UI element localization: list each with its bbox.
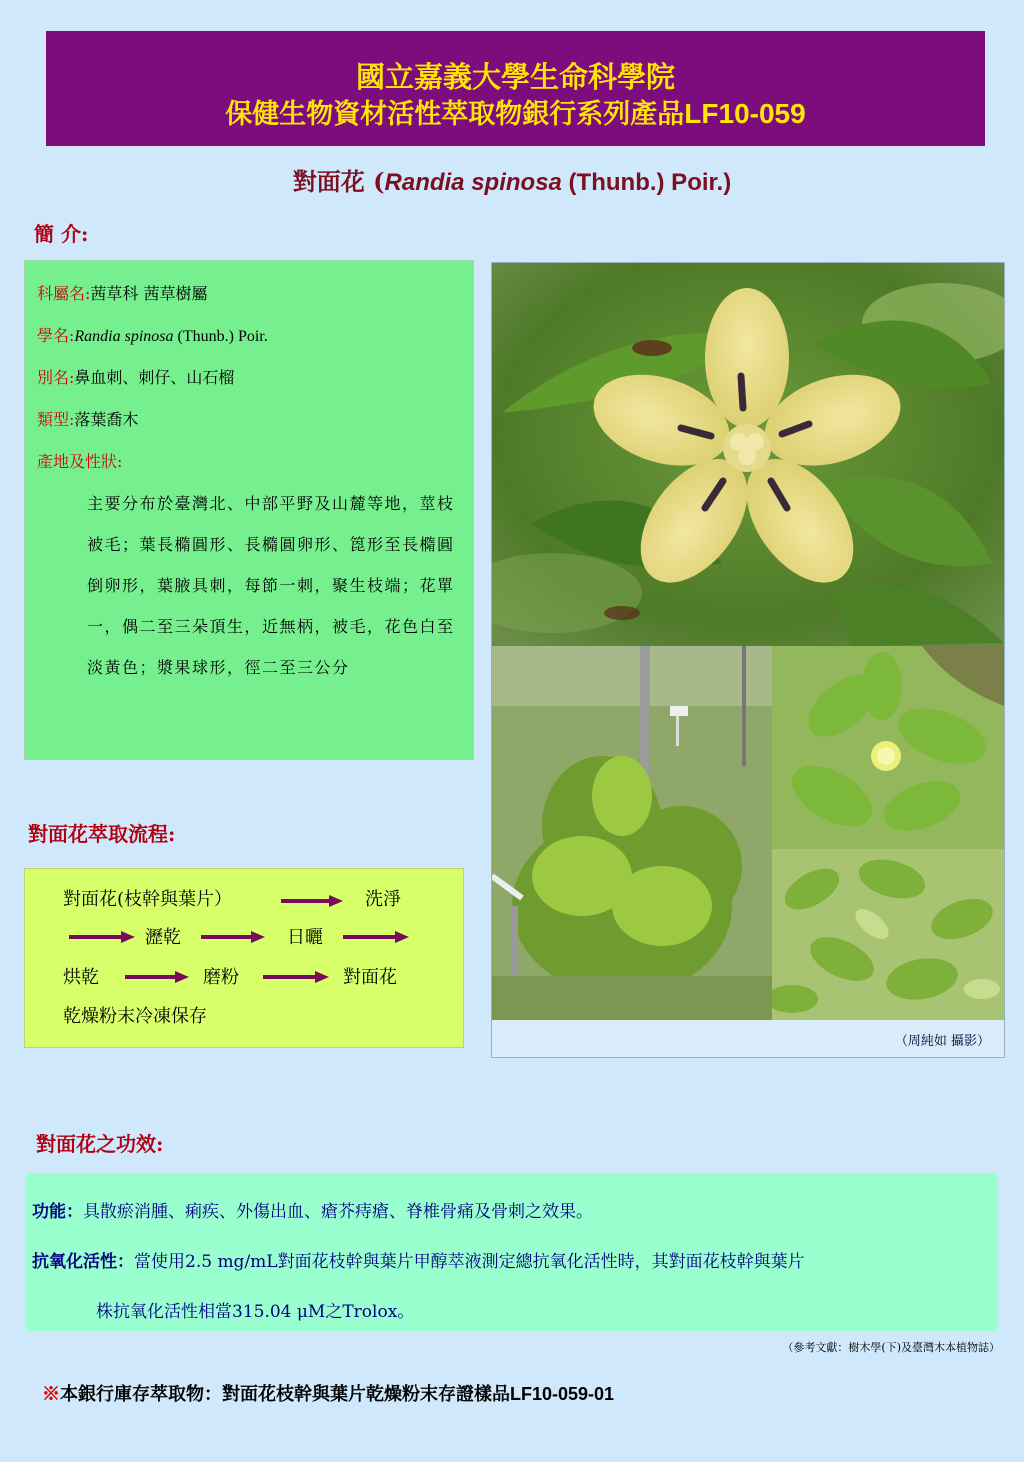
arrow-icon	[263, 971, 329, 983]
series-name: 保健生物資材活性萃取物銀行系列產品	[225, 99, 685, 130]
sci-label: 學名:	[37, 326, 75, 345]
arrow-icon	[69, 931, 135, 943]
alias-label: 別名:	[37, 368, 75, 387]
intro-heading: 簡 介:	[34, 222, 89, 246]
origin-row	[37, 449, 122, 472]
reference-note: （參考文獻：樹木學(下)及臺灣木本植物誌）	[782, 1341, 1000, 1354]
photo-panel	[491, 262, 1005, 1058]
footer-note	[42, 1380, 614, 1406]
flower-bud-photo	[772, 646, 1004, 849]
step-wash: 洗淨	[365, 889, 401, 910]
family-label: 科屬名:	[37, 284, 91, 303]
arrow-icon	[201, 931, 265, 943]
antioxidant-text: 當使用2.5 mg/mL對面花枝幹與葉片甲醇萃液測定總抗氧化活性時，其對面花枝幹與葉片	[134, 1252, 805, 1272]
sci-latin: Randia spinosa	[74, 328, 174, 345]
product-code: LF10-059	[684, 98, 806, 129]
process-box	[24, 868, 464, 1048]
species-authority: (Thunb.) Poir.)	[561, 169, 732, 196]
step-sun-dry: 日曬	[287, 927, 323, 948]
arrow-icon	[343, 931, 409, 943]
type-label: 類型:	[37, 410, 75, 429]
institution-title: 國立嘉義大學生命科學院	[355, 60, 675, 94]
product-series-title	[46, 95, 985, 134]
step-oven-dry: 烘乾	[63, 967, 99, 988]
function-label: 功能：	[32, 1202, 83, 1222]
flower-closeup-photo	[492, 263, 1004, 646]
step-drain: 瀝乾	[145, 927, 181, 948]
leaves-photo	[772, 849, 1004, 1020]
alias-row	[37, 365, 234, 388]
function-row	[32, 1197, 593, 1222]
footer-text: 本銀行庫存萃取物：對面花枝幹與葉片乾燥粉末存證樣品	[60, 1384, 510, 1405]
header-banner	[46, 31, 985, 146]
antioxidant-text-cont: 株抗氧化活性相當315.04 μM之Trolox。	[96, 1302, 415, 1322]
family-value: 茜草科 茜草樹屬	[90, 284, 208, 303]
shrub-photo	[492, 646, 772, 1020]
origin-description: 主要分布於臺灣北、中部平野及山麓等地，莖枝被毛；葉長橢圓形、長橢圓卵形、箆形至長橢圓倒卵形，葉腋具刺，每節一刺，聚生枝端；花單一，偶二至三朵頂生，近無柄，被毛，花色白至淡黃色；漿果球形，徑二至三公分	[87, 494, 455, 677]
step-grind: 磨粉	[203, 967, 239, 988]
effects-box	[26, 1173, 998, 1331]
scientific-name-row	[37, 323, 268, 346]
reference-mark: ※	[42, 1384, 60, 1405]
sci-authority: (Thunb.) Poir.	[173, 328, 268, 345]
function-text: 具散瘀消腫、痢疾、外傷出血、瘡芥痔瘡、脊椎骨痛及骨刺之效果。	[83, 1202, 593, 1222]
step-storage: 乾燥粉末冷凍保存	[63, 1006, 207, 1027]
type-value: 落葉喬木	[74, 410, 139, 429]
family-row	[37, 281, 208, 304]
type-row	[37, 407, 138, 430]
antioxidant-label: 抗氧化活性：	[32, 1252, 134, 1272]
arrow-icon	[281, 895, 343, 907]
photo-credit: （周純如 攝影）	[894, 1034, 990, 1049]
arrow-icon	[125, 971, 189, 983]
alias-value: 鼻血刺、刺仔、山石榴	[74, 368, 235, 387]
effects-heading: 對面花之功效:	[36, 1132, 164, 1156]
intro-box	[24, 260, 474, 760]
species-latin-name: Randia spinosa	[384, 169, 562, 196]
footer-code: LF10-059-01	[510, 1384, 615, 1404]
origin-label: 產地及性狀:	[37, 452, 123, 471]
species-cn-name: 對面花 (	[292, 167, 385, 196]
antioxidant-row	[32, 1247, 805, 1272]
step-product: 對面花	[343, 967, 397, 988]
species-title	[0, 162, 1024, 197]
process-heading: 對面花萃取流程:	[28, 822, 176, 846]
step-raw-material: 對面花(枝幹與葉片）	[63, 889, 233, 910]
